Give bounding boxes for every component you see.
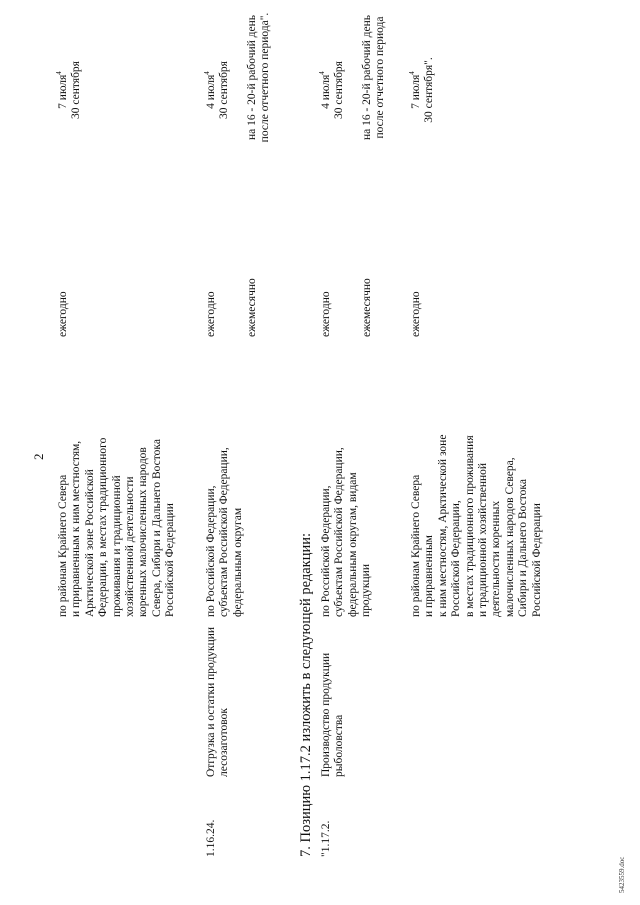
row-code: "1.17.2. xyxy=(320,820,332,857)
report-date xyxy=(205,45,232,135)
areas-text: по Российской Федерации, субъектам Российской Федерации, федеральным округам, видам продукции xyxy=(320,447,373,617)
footnote-ref: 4 xyxy=(55,71,64,75)
report-date-second: 30 сентября xyxy=(218,61,231,119)
report-date-main: 4 июля xyxy=(205,74,217,109)
periodicity-monthly: ежемесячно xyxy=(246,278,258,337)
report-date-monthly: на 16 - 20-й рабочий день после отчетного периода". xyxy=(246,12,272,143)
footnote-ref: 4 xyxy=(408,71,417,75)
instruction-heading: 7. Позицию 1.17.2 изложить в следующей редакции: xyxy=(298,532,314,857)
row-name: Производство продукции рыболовства xyxy=(320,652,346,777)
periodicity-annual: ежегодно xyxy=(57,291,69,337)
periodicity-annual: ежегодно xyxy=(205,291,217,337)
report-date-main: 7 июля xyxy=(410,74,422,109)
periodicity-annual: ежегодно xyxy=(320,291,332,337)
periodicity-annual: ежегодно xyxy=(410,291,422,337)
footnote-ref: 4 xyxy=(318,71,327,75)
page-number: 2 xyxy=(31,453,46,460)
report-date-second: 30 сентября". xyxy=(423,57,436,123)
report-date-monthly: на 16 - 20-й рабочий день после отчетного периода xyxy=(361,14,387,141)
report-date xyxy=(320,45,347,135)
row-code: 1.16.24. xyxy=(205,819,217,857)
report-date-second: 30 сентября xyxy=(333,61,346,119)
document-file-id: 5423559.doc xyxy=(618,856,626,893)
report-date-second: 30 сентября xyxy=(70,61,83,119)
report-date xyxy=(57,45,84,135)
periodicity-monthly: ежемесячно xyxy=(361,278,373,337)
areas-text-north: по районам Крайнего Севера и приравненным к ним местностям, Арктической зоне Российской Федерации, в местах традиционного проживания и традиционной хозяйственной деятельности коренных малочисленных народов Севера, Сибири и Дальнего Востока Российской Федерации xyxy=(410,434,543,617)
footnote-ref: 4 xyxy=(203,71,212,75)
areas-text: по Российской Федерации, субъектам Российской Федерации, федеральным округам xyxy=(205,447,244,617)
row-name: Отгрузка и остатки продукции лесозаготовок xyxy=(205,626,231,777)
report-date xyxy=(410,45,437,135)
areas-text-north: по районам Крайнего Севера и приравненным к ним местностям, Арктической зоне Российской Федерации, в местах традиционного проживания и традиционной хозяйственной деятельности коренных малочисленных народов Севера, Сибири и Дальнего Востока Российской Федерации xyxy=(57,437,177,617)
report-date-main: 7 июля xyxy=(57,74,69,109)
report-date-main: 4 июля xyxy=(320,74,332,109)
